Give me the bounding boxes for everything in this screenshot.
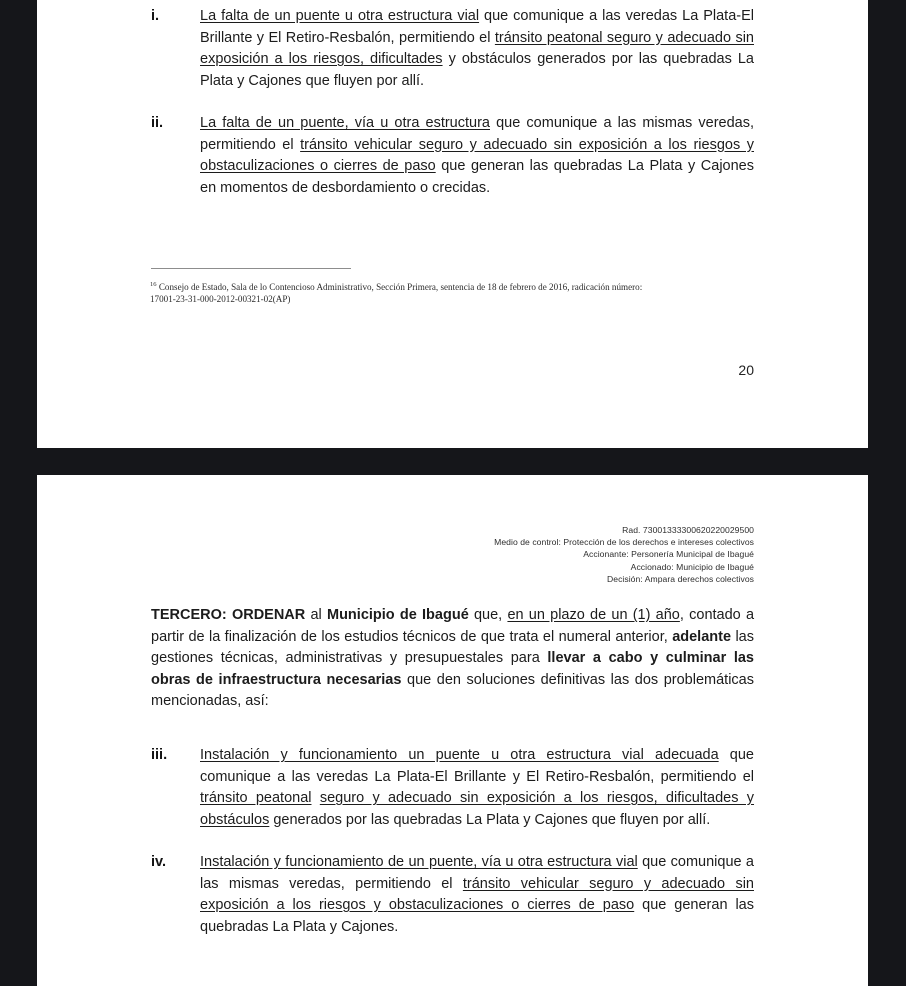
list-item-iii-text: Instalación y funcionamiento un puente u otra estructura vial adecuada que comunique a las veredas La Plata-El Brillante y El Retiro-Resbalón, permitiendo el tránsito peatonal seguro y adecuado sin exposición a los riesgos, dificultades y obstáculos generados por las quebradas La Plata y Cajones que fluyen por allí.: [200, 747, 755, 828]
meta-accionante: Accionante: Personería Municipal de Ibagué: [583, 549, 754, 560]
page2-list: [151, 745, 754, 938]
footnote-16: [150, 282, 756, 305]
document-page-2: [37, 475, 868, 986]
meta-decision: Decisión: Ampara derechos colectivos: [606, 573, 754, 584]
meta-accionado: Accionado: Municipio de Ibagué: [630, 561, 754, 572]
list-item-ii-text: La falta de un puente, vía u otra estructura que comunique a las mismas veredas, permitiendo el tránsito vehicular seguro y adecuado sin exposición a los riesgos y obstaculizaciones o cierres de paso que generan las quebradas La Plata y Cajones en momentos de desbordamiento o crecidas.: [200, 115, 754, 196]
list-item-i-text: La falta de un puente u otra estructura vial que comunique a las veredas La Plata-El Brillante y El Retiro-Resbalón, permitiendo el tránsito peatonal seguro y adecuado sin exposición a los riesgos, dificultades y obstáculos generados por las quebradas La Plata y Cajones que fluyen por allí.: [200, 8, 754, 89]
list-item-iv-text: Instalación y funcionamiento de un puente, vía u otra estructura vial que comunique a las mismas veredas, permitiendo el tránsito vehicular seguro y adecuado sin exposición a los riesgos y obstaculizaciones o cierres de paso que generan las quebradas La Plata y Cajones.: [200, 854, 754, 935]
list-item-iii: [151, 745, 754, 831]
footnote-text: $^{16}$ Consejo de Estado, Sala de lo Contencioso Administrativo, Sección Primera, sentencia de 18 de febrero de 2016, radicación número: 17001-23-31-000-2012-00321-02(AP): [150, 280, 643, 304]
page1-list: [151, 6, 754, 199]
footnote-separator: [151, 268, 351, 269]
tercero-paragraph: TERCERO: ORDENAR al Municipio de Ibagué que, en un plazo de un (1) año, contado a partir de la finalización de los estudios técnicos de que trata el numeral anterior, adelante las gestiones técnicas, administrativas y presupuestales para llevar a cabo y culminar las obras de infraestructura necesarias que den soluciones definitivas las dos problemáticas mencionadas, así:: [151, 607, 755, 709]
meta-medio-control: Medio de control: Protección de los derechos e intereses colectivos: [494, 537, 754, 548]
list-marker-iv: iv.: [151, 854, 167, 870]
list-marker-i: i.: [151, 8, 160, 24]
page2-body: [151, 605, 754, 713]
list-marker-ii: ii.: [151, 115, 164, 131]
case-header-meta: [494, 524, 754, 585]
meta-radicado: Rad. 73001333300620220029500: [622, 525, 754, 535]
list-item-i: [151, 6, 754, 92]
list-item-iv: [151, 852, 754, 938]
list-marker-iii: iii.: [151, 747, 168, 763]
page-number-20: 20: [738, 362, 754, 378]
list-item-ii: [151, 113, 754, 199]
document-page-1: [37, 0, 868, 448]
